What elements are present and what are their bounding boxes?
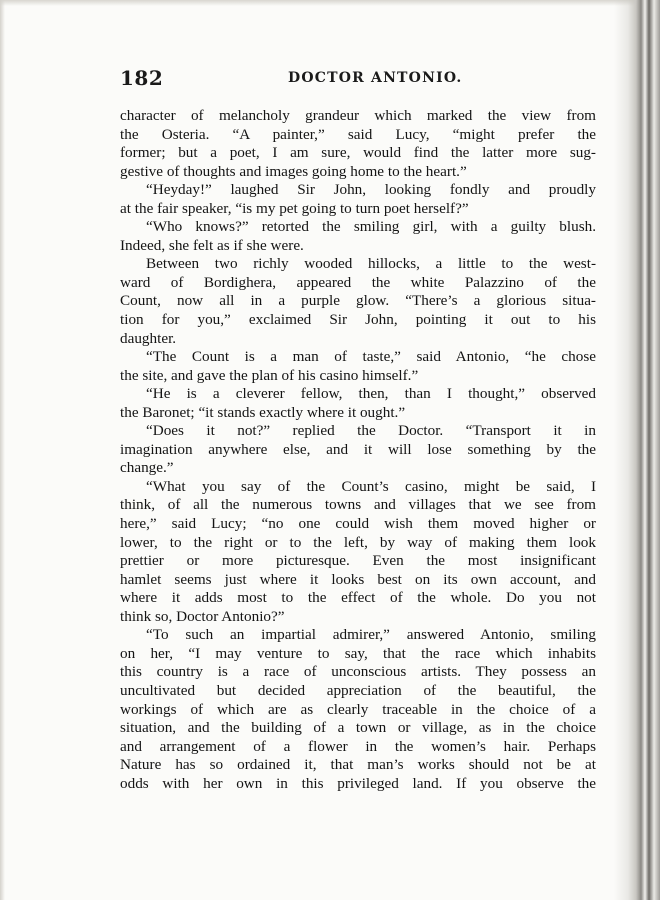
text-line: hamlet seems just where it looks best on its own account, and bbox=[120, 570, 596, 588]
body-text bbox=[120, 107, 596, 793]
running-title: DOCTOR ANTONIO. bbox=[288, 70, 463, 86]
text-line: “The Count is a man of taste,” said Antonio, “he chose bbox=[146, 348, 596, 366]
text-line: the site, and gave the plan of his casino himself.” bbox=[120, 366, 419, 384]
text-line: “He is a cleverer fellow, then, than I thought,” observed bbox=[146, 385, 596, 403]
text-line: Indeed, she felt as if she were. bbox=[120, 236, 304, 254]
text-line: character of melancholy grandeur which marked the view from bbox=[120, 107, 596, 124]
text-line: situation, and the building of a town or village, as in the choice bbox=[120, 719, 596, 737]
text-line: “Does it not?” replied the Doctor. “Transport it in bbox=[146, 422, 596, 440]
text-line: Nature has so ordained it, that man’s works should not be at bbox=[120, 756, 596, 774]
text-line: daughter. bbox=[120, 329, 177, 347]
text-line: gestive of thoughts and images going home to the heart.” bbox=[120, 162, 467, 180]
text-line: Count, now all in a purple glow. “There’s a glorious situa- bbox=[120, 292, 596, 310]
text-line: lower, to the right or to the left, by way of making them look bbox=[120, 533, 596, 551]
text-line: former; but a poet, I am sure, would find the latter more sug- bbox=[120, 144, 596, 162]
text-line: tion for you,” exclaimed Sir John, pointing it out to his bbox=[120, 311, 596, 329]
text-line: this country is a race of unconscious artists. They possess an bbox=[120, 663, 596, 681]
text-line: “Who knows?” retorted the smiling girl, with a guilty blush. bbox=[146, 218, 596, 236]
text-line: workings of which are as clearly traceable in the choice of a bbox=[120, 700, 596, 718]
text-line: “Heyday!” laughed Sir John, looking fondly and proudly bbox=[146, 181, 596, 199]
text-line: where it adds most to the effect of the whole. Do you not bbox=[120, 589, 596, 607]
text-line: the Osteria. “A painter,” said Lucy, “might prefer the bbox=[120, 125, 596, 143]
text-line: at the fair speaker, “is my pet going to turn poet herself?” bbox=[120, 199, 469, 217]
text-line: and arrangement of a flower in the women’s hair. Perhaps bbox=[120, 737, 596, 755]
text-line: Between two richly wooded hillocks, a little to the west- bbox=[146, 255, 596, 273]
page-number: 182 bbox=[120, 66, 164, 90]
page-top-edge bbox=[0, 0, 660, 6]
book-spine-shadow bbox=[614, 0, 660, 900]
text-line: think so, Doctor Antonio?” bbox=[120, 607, 285, 625]
text-line: “To such an impartial admirer,” answered Antonio, smiling bbox=[146, 626, 596, 644]
text-line: here,” said Lucy; “no one could wish them moved higher or bbox=[120, 515, 596, 533]
text-line: think, of all the numerous towns and villages that we see from bbox=[120, 496, 596, 514]
text-line: odds with her own in this privileged land. If you observe the bbox=[120, 774, 596, 792]
text-line: change.” bbox=[120, 459, 174, 477]
text-line: the Baronet; “it stands exactly where it ought.” bbox=[120, 403, 406, 421]
page-left-edge bbox=[0, 0, 5, 900]
text-line: “What you say of the Count’s casino, might be said, I bbox=[146, 477, 596, 495]
page-header bbox=[120, 66, 600, 92]
text-line: imagination anywhere else, and it will lose something by the bbox=[120, 440, 596, 458]
text-line: prettier or more picturesque. Even the most insignificant bbox=[120, 552, 596, 570]
text-line: ward of Bordighera, appeared the white Palazzino of the bbox=[120, 273, 596, 291]
text-line: uncultivated but decided appreciation of the beautiful, the bbox=[120, 681, 596, 699]
text-line: on her, “I may venture to say, that the race which inhabits bbox=[120, 644, 596, 662]
